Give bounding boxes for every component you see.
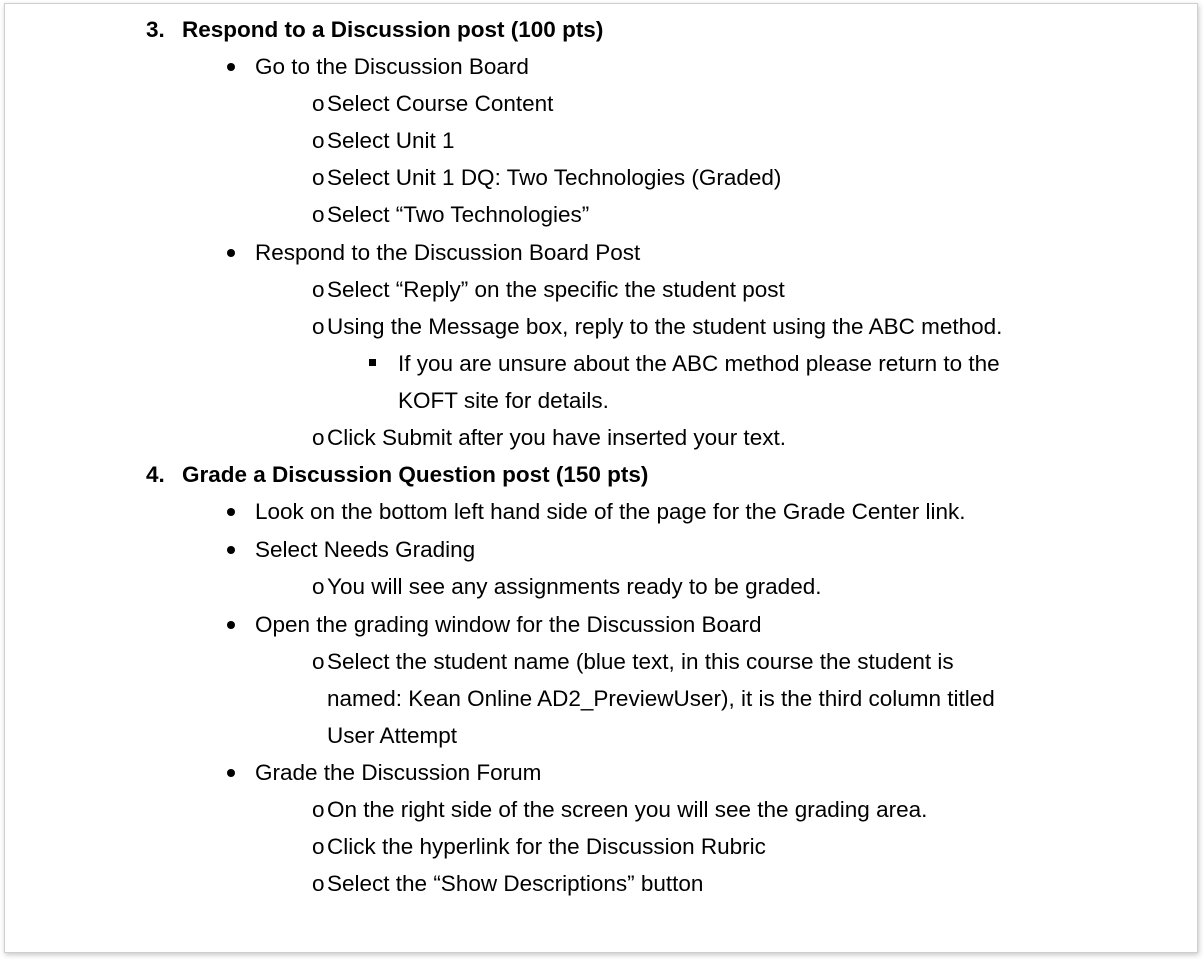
- circle-bullet-icon: o: [312, 277, 325, 302]
- section-4-number: 4.: [146, 462, 165, 487]
- circle-bullet-icon: o: [312, 128, 325, 153]
- bullet-icon: [227, 621, 235, 629]
- sub-list-item: Click the hyperlink for the Discussion Rubric: [327, 834, 766, 859]
- sub-list-item-continued: User Attempt: [327, 723, 458, 748]
- sub-list-item-continued: named: Kean Online AD2_PreviewUser), it is the third column titled: [327, 686, 995, 711]
- circle-bullet-icon: o: [312, 797, 325, 822]
- list-item: Select Needs Grading: [255, 537, 476, 562]
- note-line: KOFT site for details.: [398, 388, 609, 413]
- circle-bullet-icon: o: [312, 649, 325, 674]
- list-item: Open the grading window for the Discussion Board: [255, 612, 762, 637]
- circle-bullet-icon: o: [312, 165, 325, 190]
- bullet-icon: [227, 63, 235, 71]
- bullet-icon: [227, 508, 235, 516]
- circle-bullet-icon: o: [312, 314, 325, 339]
- sub-list-item: Using the Message box, reply to the student using the ABC method.: [327, 314, 1003, 339]
- circle-bullet-icon: o: [312, 834, 325, 859]
- section-3-title: Respond to a Discussion post (100 pts): [182, 17, 604, 42]
- sub-list-item: Select the “Show Descriptions” button: [327, 871, 704, 896]
- sub-list-item: Select “Reply” on the specific the student post: [327, 277, 785, 302]
- circle-bullet-icon: o: [312, 202, 325, 227]
- list-item: Go to the Discussion Board: [255, 54, 529, 79]
- bullet-icon: [227, 249, 235, 257]
- circle-bullet-icon: o: [312, 574, 325, 599]
- section-3-number: 3.: [146, 17, 165, 42]
- list-item: Look on the bottom left hand side of the page for the Grade Center link.: [255, 499, 966, 524]
- bullet-icon: [227, 769, 235, 777]
- document-page: [4, 3, 1198, 953]
- sub-list-item: Select Course Content: [327, 91, 554, 116]
- circle-bullet-icon: o: [312, 425, 325, 450]
- note-line: If you are unsure about the ABC method please return to the: [398, 351, 1000, 376]
- list-item: Respond to the Discussion Board Post: [255, 240, 641, 265]
- sub-list-item: Select the student name (blue text, in this course the student is: [327, 649, 954, 674]
- square-bullet-icon: [369, 359, 376, 366]
- circle-bullet-icon: o: [312, 871, 325, 896]
- sub-list-item: Select Unit 1: [327, 128, 455, 153]
- sub-list-item: Select Unit 1 DQ: Two Technologies (Graded): [327, 165, 782, 190]
- sub-list-item: You will see any assignments ready to be graded.: [327, 574, 822, 599]
- circle-bullet-icon: o: [312, 91, 325, 116]
- section-4-title: Grade a Discussion Question post (150 pts): [182, 462, 649, 487]
- bullet-icon: [227, 546, 235, 554]
- sub-list-item: On the right side of the screen you will see the grading area.: [327, 797, 928, 822]
- list-item: Grade the Discussion Forum: [255, 760, 542, 785]
- sub-list-item: Select “Two Technologies”: [327, 202, 590, 227]
- sub-list-item: Click Submit after you have inserted your text.: [327, 425, 786, 450]
